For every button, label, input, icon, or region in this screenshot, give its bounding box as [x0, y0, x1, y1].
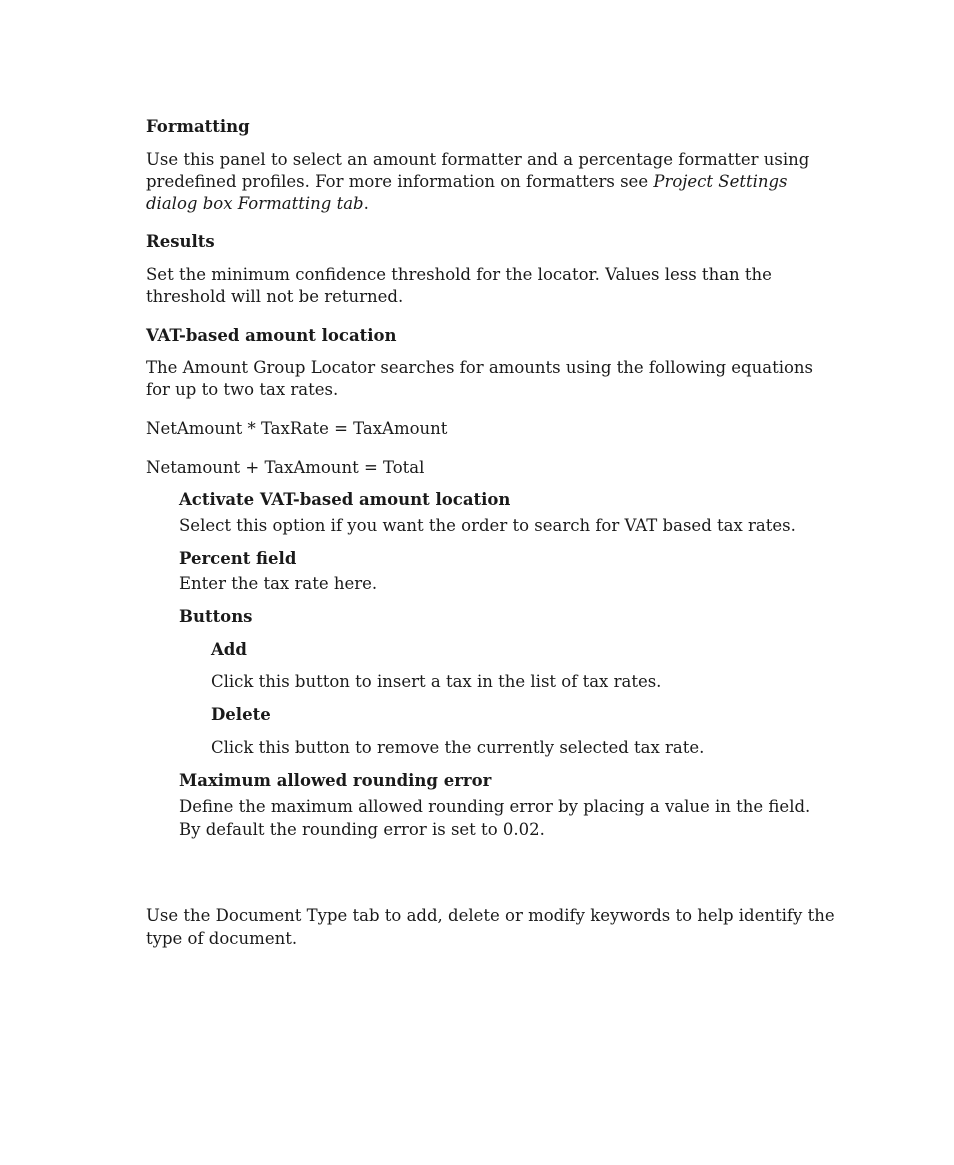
- reference-formatting-tab: Project Settings dialog box Formatting tab: [146, 172, 788, 213]
- heading-formatting: Formatting: [146, 117, 250, 136]
- paragraph-formatting-text: Use this panel to select an amount formatter and a percentage formatter using predefined profiles. For more information on formatters see: [146, 150, 810, 191]
- heading-buttons: Buttons: [179, 607, 253, 626]
- heading-rounding-error: Maximum allowed rounding error: [179, 771, 492, 790]
- heading-results: Results: [146, 232, 215, 251]
- paragraph-activate-vat: Select this option if you want the order to search for VAT based tax rates.: [179, 516, 796, 535]
- paragraph-add: Click this button to insert a tax in the list of tax rates.: [211, 672, 662, 691]
- heading-add: Add: [211, 640, 247, 659]
- paragraph-document-type: Use the Document Type tab to add, delete or modify keywords to help identify the type of document.: [146, 906, 835, 948]
- heading-vat-location: VAT-based amount location: [146, 326, 397, 345]
- paragraph-formatting-end: .: [363, 194, 369, 213]
- equation-tax-amount: NetAmount * TaxRate = TaxAmount: [146, 419, 448, 438]
- heading-activate-vat: Activate VAT-based amount location: [179, 490, 511, 509]
- paragraph-delete: Click this button to remove the currently selected tax rate.: [211, 738, 705, 757]
- paragraph-rounding-error: Define the maximum allowed rounding error by placing a value in the field. By default the rounding error is set to 0.02.: [179, 797, 811, 839]
- paragraph-vat-location: The Amount Group Locator searches for amounts using the following equations for up to two tax rates.: [146, 358, 814, 399]
- equation-total: Netamount + TaxAmount = Total: [146, 458, 425, 477]
- heading-percent-field: Percent field: [179, 549, 297, 568]
- paragraph-formatting: [146, 149, 836, 215]
- heading-delete: Delete: [211, 705, 271, 724]
- paragraph-percent-field: Enter the tax rate here.: [179, 574, 378, 593]
- paragraph-results: Set the minimum confidence threshold for the locator. Values less than the threshold will not be returned.: [146, 265, 772, 306]
